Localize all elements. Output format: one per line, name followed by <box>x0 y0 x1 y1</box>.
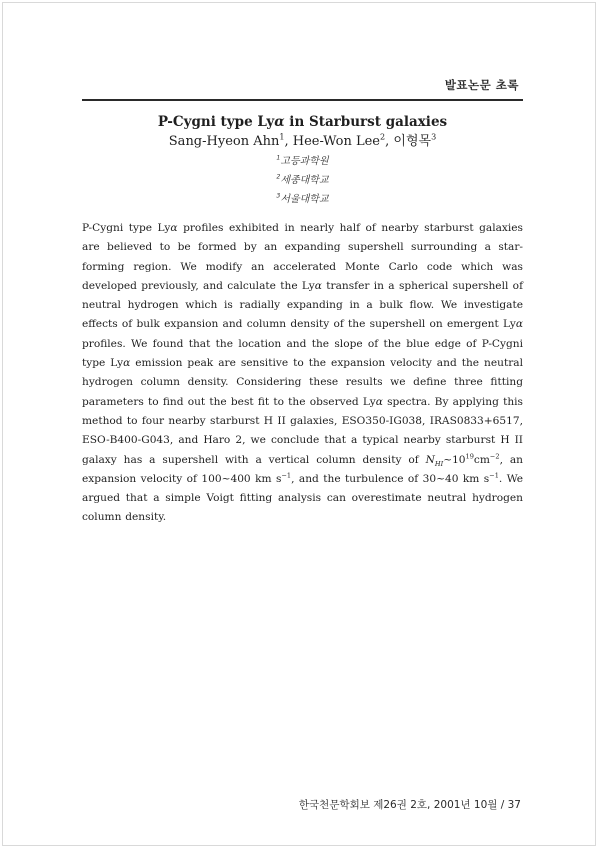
column-density-subscript: HI <box>434 459 444 468</box>
abstract-text: spectra. By applying this method to four nearby starburst H II galaxies, ESO350-IG038, IRAS0833+6517, ESO-B400-G043, and Haro 2, we conclude that a typical nearby starburst H II galaxy has a supershell with a vertical column density of <box>82 395 523 466</box>
abstract-alpha: α <box>515 318 523 331</box>
abstract-alpha: α <box>123 357 131 370</box>
turbulence-range: 30~40 <box>422 472 459 485</box>
turbulence-unit-exponent: −1 <box>489 471 499 480</box>
velocity-unit-exponent: −1 <box>281 471 292 480</box>
abstract-alpha: α <box>170 222 178 234</box>
affiliation <box>82 190 523 209</box>
affiliation <box>82 152 523 171</box>
abstract-text: profiles exhibited in nearly half of nearby starburst galaxies are believed to be formed by an expanding supershell surrounding a star-forming region. We modify an accelerated Monte Carlo code which was developed previously, and calculate the Ly <box>82 222 523 292</box>
title-alpha: α <box>274 114 285 130</box>
affiliation-name: 고등과학원 <box>280 156 329 167</box>
title-text-2: in Starburst galaxies <box>284 114 448 130</box>
abstract-alpha: α <box>314 279 322 292</box>
abstract-text: , and the turbulence of <box>291 472 423 485</box>
abstract-body <box>82 219 523 528</box>
abstract-text: . We argued that a simple Voigt fitting analysis can overestimate neutral hydrogen column density. <box>82 472 523 524</box>
section-header-label: 발표논문 초록 <box>444 78 519 92</box>
abstract-text: P-Cygni type Ly <box>82 222 171 234</box>
title-block <box>82 112 523 209</box>
paper-title <box>82 112 523 132</box>
title-text-1: P-Cygni type Ly <box>157 114 275 130</box>
author-list <box>82 132 523 152</box>
column-density-value: ~10 <box>443 453 466 466</box>
author-mark: 1 <box>279 132 285 142</box>
abstract-text: emission peak are sensitive to the expansion velocity and the neutral hydrogen column density. Considering these results we define three fitting parameters to find out the best fit to the observed Ly <box>82 357 523 408</box>
affiliation <box>82 171 523 190</box>
author-separator: , <box>284 134 293 149</box>
velocity-range: 100~400 <box>201 472 251 485</box>
author-name: 이형목 <box>393 134 432 149</box>
header-rule <box>82 99 523 101</box>
column-density-unit-exponent: −2 <box>489 452 500 461</box>
author-name: Sang-Hyeon Ahn <box>168 134 280 149</box>
affiliation-mark: 2 <box>276 173 281 181</box>
author-mark: 3 <box>431 132 437 142</box>
abstract-text: , an expansion velocity of <box>82 453 524 485</box>
affiliation-name: 서울대학교 <box>280 194 329 205</box>
affiliation-mark: 3 <box>276 192 281 200</box>
author-separator: , <box>385 134 394 149</box>
abstract-text: profiles. We found that the location and the slope of the blue edge of P-Cygni type Ly <box>82 337 523 370</box>
turbulence-unit: km s <box>458 472 490 485</box>
affiliation-mark: 1 <box>276 154 281 162</box>
affiliation-name: 세종대학교 <box>280 175 329 186</box>
author-mark: 2 <box>380 132 386 142</box>
author-name: Hee-Won Lee <box>292 134 381 149</box>
column-density-symbol: N <box>425 453 435 466</box>
page-footer: 한국천문학회보 제26권 2호, 2001년 10월 / 37 <box>298 799 521 811</box>
column-density-exponent: 19 <box>465 452 474 461</box>
abstract-alpha: α <box>375 395 383 408</box>
velocity-unit: km s <box>250 472 282 485</box>
column-density-unit: cm <box>473 453 490 466</box>
abstract-text: transfer in a spherical supershell of neutral hydrogen which is radially expanding in a bulk flow. We investigate effects of bulk expansion and column density of the supershell on emergent Ly <box>82 279 523 331</box>
